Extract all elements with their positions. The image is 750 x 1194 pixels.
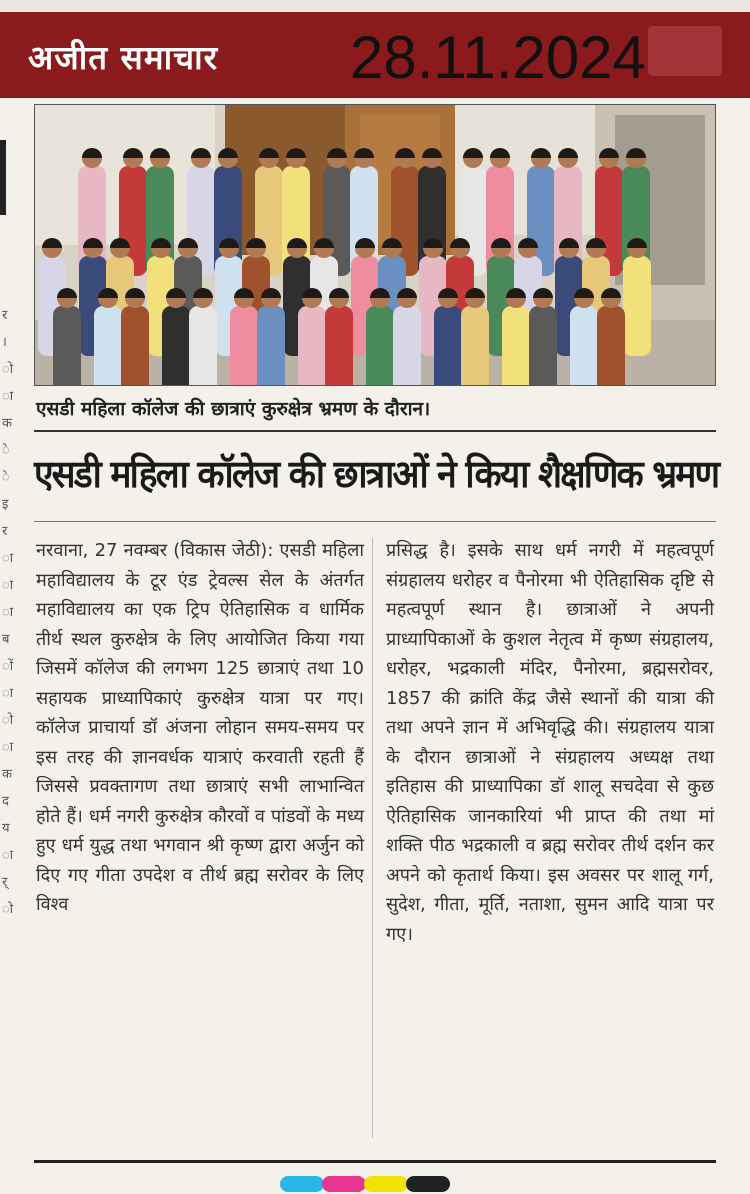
registration-mark: [322, 1176, 366, 1192]
registration-mark: [280, 1176, 324, 1192]
adjacent-column-fragments: [2, 305, 14, 926]
fragment-char: ा: [2, 578, 14, 593]
article-column-1: [36, 536, 364, 920]
group-photo: [34, 104, 716, 386]
fragment-char: ो: [2, 902, 14, 917]
person-figure: [121, 306, 149, 385]
fragment-char: े: [2, 470, 10, 485]
column-divider: [372, 538, 373, 1138]
person-figure: [298, 306, 326, 385]
photo-caption: एसडी महिला कॉलेज की छात्राएं कुरुक्षेत्र भ्रमण के दौरान।: [36, 398, 431, 420]
fragment-char: य: [2, 821, 10, 836]
fragment-char: ा: [2, 848, 14, 863]
fragment-char: ो: [2, 713, 14, 728]
fragment-char: क: [2, 767, 12, 782]
group-photo-illustration: [35, 105, 715, 385]
person-figure: [94, 306, 122, 385]
person-figure: [597, 306, 625, 385]
corner-badge: [648, 26, 722, 76]
fragment-char: इ: [2, 497, 9, 512]
registration-mark: [364, 1176, 408, 1192]
person-figure: [53, 306, 81, 385]
fragment-char: ो: [2, 362, 14, 377]
person-figure: [325, 306, 353, 385]
caption-rule: [34, 430, 716, 432]
fragment-char: ा: [2, 389, 14, 404]
fragment-char: ।: [2, 335, 7, 350]
person-figure: [189, 306, 217, 385]
fragment-char: र्: [2, 875, 8, 890]
article-text-column-1: नरवाना, 27 नवम्बर (विकास जेठी): एसडी महिला महाविद्यालय के टूर एंड ट्रेवल्स सेल के अंतर्गत महाविद्यालय का एक ट्रिप ऐतिहासिक व धार्मिक तीर्थ स्थल कुरुक्षेत्र के लिए आयोजित किया गया जिसमें कॉलेज की लगभग 125 छात्राएं तथा 10 सहायक प्राध्यापिकाएं कुरुक्षेत्र यात्रा पर गए। कॉलेज प्राचार्या डॉ अंजना लोहान समय-समय पर इस तरह की ज्ञानवर्धक यात्राएं करवाती रहती हैं जिससे प्रवक्तागण तथा छात्राएं सभी लाभान्वित होते हैं। धर्म नगरी कुरुक्षेत्र कौरवों व पांडवों के मध्य हुए धर्म युद्ध तथा भगवान श्री कृष्ण द्वारा अर्जुन को दिए गए गीता उपदेश व तीर्थ ब्रह्म सरोवर के लिए विश्व: [36, 540, 364, 915]
fragment-char: ा: [2, 740, 14, 755]
registration-marks: [280, 1176, 480, 1194]
fragment-char: ा: [2, 605, 14, 620]
person-figure: [434, 306, 462, 385]
issue-date: 28.11.2024: [350, 24, 646, 91]
fragment-char: क: [2, 416, 12, 431]
masthead: [0, 12, 750, 98]
top-strip: [0, 0, 750, 12]
person-figure: [393, 306, 421, 385]
fragment-char: ों: [2, 659, 14, 674]
person-figure: [502, 306, 530, 385]
fragment-char: र: [2, 524, 8, 539]
article-headline: एसडी महिला कॉलेज की छात्राओं ने किया शैक्षणिक भ्रमण: [34, 452, 719, 496]
fragment-char: द: [2, 794, 9, 809]
adjacent-column-edge: [0, 140, 6, 215]
person-figure: [257, 306, 285, 385]
newspaper-name: अजीत समाचार: [28, 38, 219, 77]
article-text-column-2: प्रसिद्ध है। इसके साथ धर्म नगरी में महत्वपूर्ण संग्रहालय धरोहर व पैनोरमा भी ऐतिहासिक दृष्टि से महत्वपूर्ण स्थान है। छात्राओं ने अपनी प्राध्यापिकाओं के कुशल नेतृत्व में कृष्ण संग्रहालय, धरोहर, भद्रकाली मंदिर, पैनोरमा, ब्रह्मसरोवर, 1857 की क्रांति केंद्र जैसे स्थानों की यात्रा की तथा अपने ज्ञान में अभिवृद्धि की। संग्रहालय यात्रा के दौरान छात्राओं ने संग्रहालय अध्यक्ष तथा इतिहास की प्राध्यापिका डॉ शालू सचदेवा से कुछ ऐतिहासिक जानकारियां भी प्राप्त की तथा मां शक्ति पीठ भद्रकाली व ब्रह्म सरोवर तीर्थ दर्शन कर अपने को कृतार्थ किया। इस अवसर पर शालू गर्ग, सुदेश, गीता, मूर्ति, नताशा, सुमन आदि यात्रा पर गए।: [386, 540, 714, 945]
fragment-char: ब: [2, 632, 10, 647]
fragment-char: र: [2, 308, 8, 323]
fragment-char: ा: [2, 686, 14, 701]
person-figure: [230, 306, 258, 385]
page-bottom-rule: [34, 1160, 716, 1163]
registration-mark: [406, 1176, 450, 1192]
person-figure: [570, 306, 598, 385]
person-figure: [162, 306, 190, 385]
article-column-2: [386, 536, 714, 949]
person-figure: [461, 306, 489, 385]
person-figure: [623, 256, 651, 356]
fragment-char: े: [2, 443, 10, 458]
fragment-char: ा: [2, 551, 14, 566]
person-figure: [366, 306, 394, 385]
headline-rule: [34, 521, 716, 522]
person-figure: [529, 306, 557, 385]
